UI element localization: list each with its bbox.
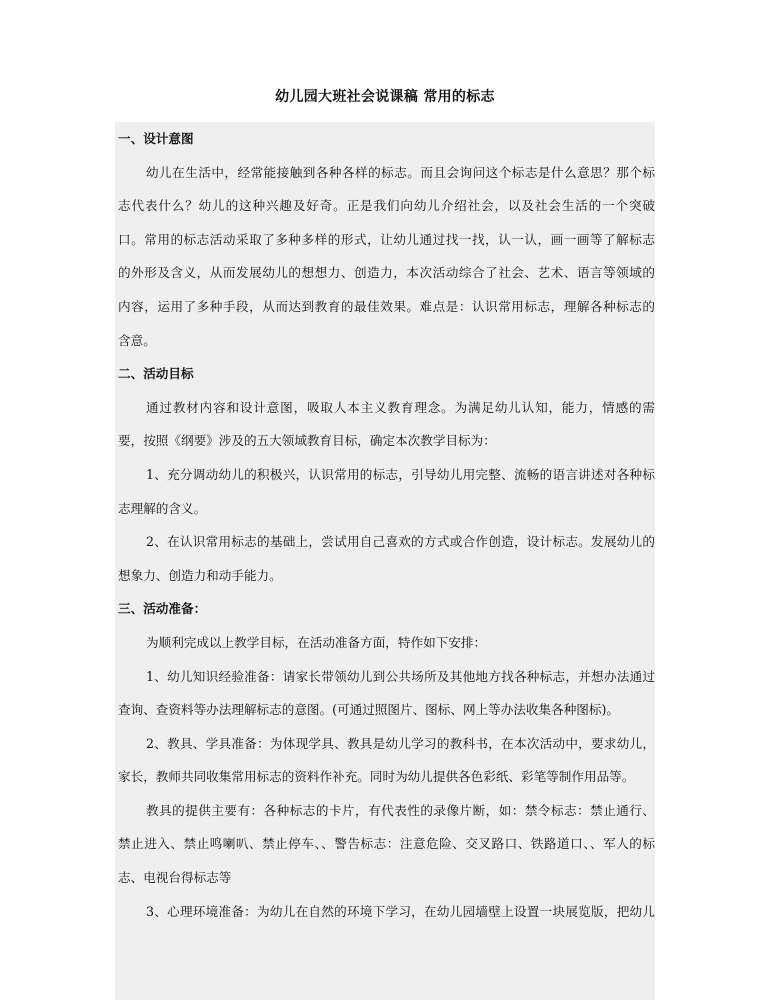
paragraph-line: 志理解的含义。 — [118, 500, 207, 516]
paragraph-line: 为顺利完成以上教学目标，在活动准备方面，特作如下安排： — [146, 634, 487, 650]
paragraph-line: 禁止进入、禁止鸣喇叭、禁止停车、、警告标志：注意危险、交叉路口、铁路道口、、军人的标 — [118, 836, 655, 852]
paragraph-line: 1、充分调动幼儿的积极兴，认识常用的标志，引导幼儿用完整、流畅的语言讲述对各种标 — [146, 466, 655, 482]
section-heading: 三、活动准备： — [118, 601, 207, 617]
text-lines — [118, 122, 655, 928]
paragraph-line: 的外形及含义，从而发展幼儿的想想力、创造力，本次活动综合了社会、艺术、语言等领域的 — [118, 265, 655, 281]
section-heading: 二、活动目标 — [118, 366, 194, 382]
paragraph-line: 2、教具、学具准备：为体现学具、教具是幼儿学习的教科书，在本次活动中，要求幼儿， — [146, 735, 655, 751]
paragraph-line: 内容，运用了多种手段，从而达到教育的最佳效果。难点是：认识常用标志，理解各种标志的 — [118, 298, 655, 314]
document-title: 幼儿园大班社会说课稿 常用的标志 — [275, 89, 495, 105]
paragraph-line: 2、在认识常用标志的基础上，尝试用自己喜欢的方式或合作创造，设计标志。发展幼儿的 — [146, 534, 655, 550]
document-body — [115, 122, 655, 1000]
paragraph-line: 想象力、创造力和动手能力。 — [118, 567, 282, 583]
paragraph-line: 家长，教师共同收集常用标志的资料作补充。同时为幼儿提供各色彩纸、彩笔等制作用品等。 — [118, 769, 635, 785]
paragraph-line: 教具的提供主要有：各种标志的卡片，有代表性的录像片断，如：禁令标志：禁止通行、 — [146, 802, 655, 818]
paragraph-line: 幼儿在生活中，经常能接触到各种各样的标志。而且会询问这个标志是什么意思？那个标 — [146, 164, 655, 180]
paragraph-line: 3、心理环境准备：为幼儿在自然的环境下学习，在幼儿园墙壁上设置一块展览版，把幼儿 — [146, 903, 655, 919]
paragraph-line: 口。常用的标志活动采取了多种多样的形式，让幼儿通过找一找，认一认，画一画等了解标志 — [118, 231, 655, 247]
paragraph-line: 查询、查资料等办法理解标志的意图。(可通过照图片、图标、网上等办法收集各种图标)。 — [118, 702, 619, 718]
paragraph-line: 通过教材内容和设计意图，吸取人本主义教育理念。为满足幼儿认知，能力，情感的需 — [146, 399, 655, 415]
paragraph-line: 志代表什么？幼儿的这种兴趣及好奇。正是我们向幼儿介绍社会，以及社会生活的一个突破 — [118, 198, 655, 214]
section-heading: 一、设计意图 — [118, 131, 194, 146]
paragraph-line: 1、幼儿知识经验准备：请家长带领幼儿到公共场所及其他地方找各种标志，并想办法通过 — [146, 668, 655, 684]
paragraph-line: 志、电视台得标志等 — [118, 870, 232, 886]
paragraph-line: 含意。 — [118, 332, 156, 348]
paragraph-line: 要，按照《纲要》涉及的五大领域教育目标，确定本次教学目标为： — [118, 433, 496, 449]
